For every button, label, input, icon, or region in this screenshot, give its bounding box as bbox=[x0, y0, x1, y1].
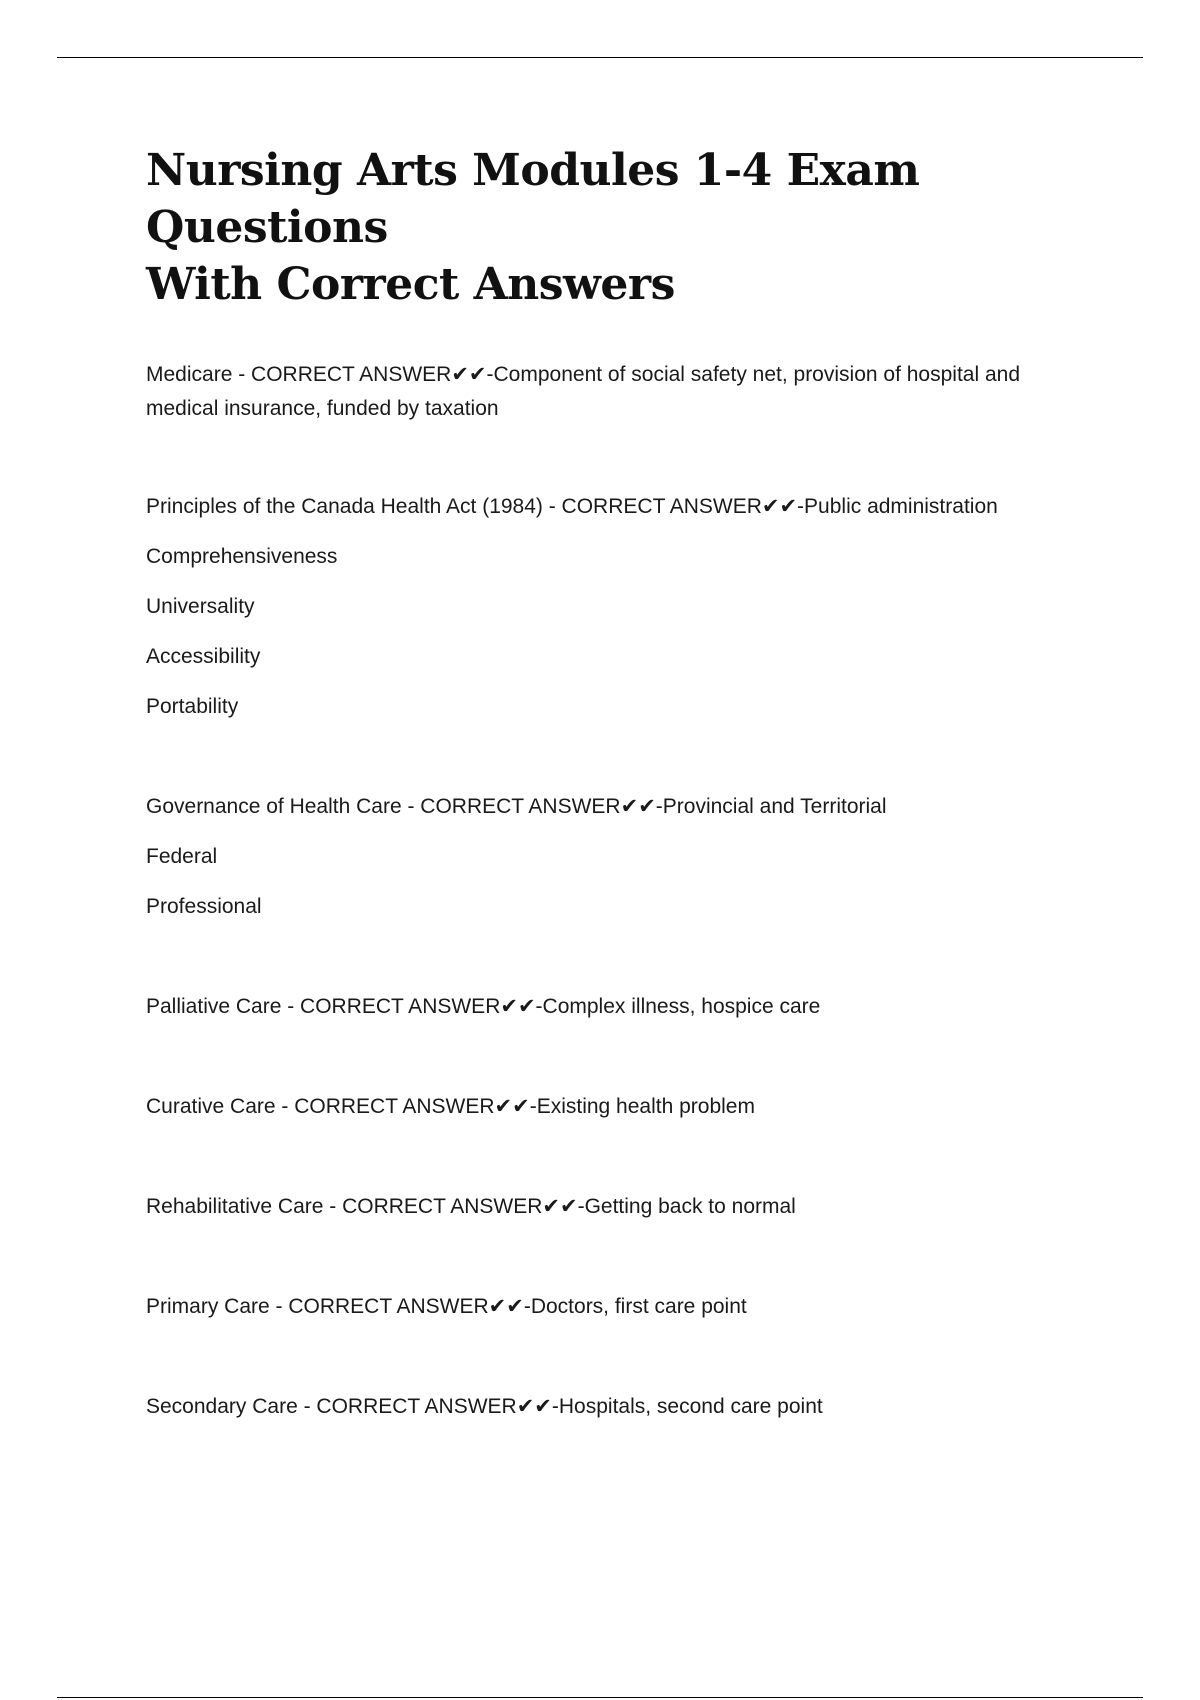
qa-entry-secondary bbox=[146, 1390, 1076, 1424]
qa-entry-primary bbox=[146, 1290, 1076, 1324]
document-title bbox=[146, 142, 1076, 313]
qa-entry-governance bbox=[146, 790, 1076, 924]
qa-extra-line: Comprehensiveness bbox=[146, 545, 338, 568]
qa-text: Governance of Health Care - CORRECT ANSWER✔✔-Provincial and Territorial bbox=[146, 795, 887, 818]
qa-text: Curative Care - CORRECT ANSWER✔✔-Existing health problem bbox=[146, 1095, 755, 1118]
qa-text: Rehabilitative Care - CORRECT ANSWER✔✔-Getting back to normal bbox=[146, 1195, 796, 1218]
qa-text: Principles of the Canada Health Act (1984) - CORRECT ANSWER✔✔-Public administration bbox=[146, 495, 998, 518]
document-body bbox=[146, 142, 1076, 1490]
qa-entry-canada-health-act bbox=[146, 490, 1076, 724]
qa-text: Secondary Care - CORRECT ANSWER✔✔-Hospitals, second care point bbox=[146, 1395, 823, 1418]
qa-text: Palliative Care - CORRECT ANSWER✔✔-Complex illness, hospice care bbox=[146, 995, 821, 1018]
title-line-2: With Correct Answers bbox=[146, 259, 675, 310]
qa-entry-curative bbox=[146, 1090, 1076, 1124]
title-line-1: Nursing Arts Modules 1-4 Exam Questions bbox=[146, 145, 920, 253]
qa-extra-line: Accessibility bbox=[146, 645, 261, 668]
qa-entry-medicare bbox=[146, 358, 1076, 426]
qa-entry-rehabilitative bbox=[146, 1190, 1076, 1224]
qa-text: Primary Care - CORRECT ANSWER✔✔-Doctors, first care point bbox=[146, 1295, 747, 1318]
bottom-rule bbox=[57, 1697, 1143, 1698]
qa-extra-line: Federal bbox=[146, 845, 218, 868]
qa-entry-palliative bbox=[146, 990, 1076, 1024]
qa-text: Medicare - CORRECT ANSWER✔✔-Component of social safety net, provision of hospital and medical insurance, funded by taxation bbox=[146, 363, 1020, 420]
qa-extra-line: Professional bbox=[146, 895, 262, 918]
qa-extra-line: Universality bbox=[146, 595, 255, 618]
qa-extra-line: Portability bbox=[146, 695, 239, 718]
top-rule bbox=[57, 57, 1143, 58]
